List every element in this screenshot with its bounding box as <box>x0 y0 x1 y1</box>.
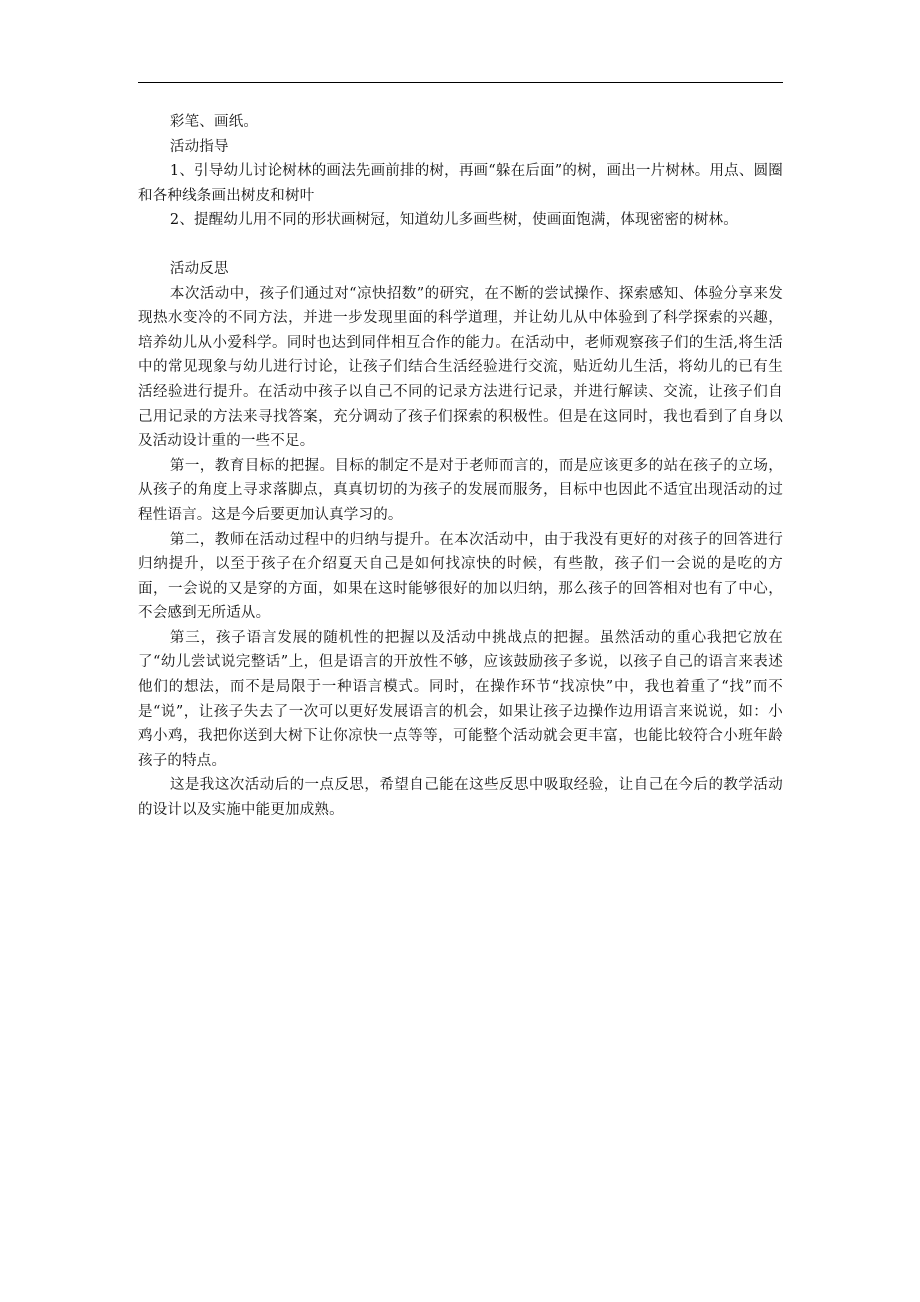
section-spacer <box>138 233 783 257</box>
guidance-item-1: 1、引导幼儿讨论树林的画法先画前排的树，再画“躲在后面”的树，画出一片树林。用点、圆圈和各种线条画出树皮和树叶 <box>138 163 783 204</box>
header-rule <box>138 82 783 83</box>
reflection-paragraph-conclusion: 这是我这次活动后的一点反思，希望自己能在这些反思中吸取经验，让自己在今后的教学活动的设计以及实施中能更加成熟。 <box>138 777 783 819</box>
reflection-paragraph-third: 第三，孩子语言发展的随机性的把握以及活动中挑战点的把握。虽然活动的重心我把它放在了“幼儿尝试说完整话”上，但是语言的开放性不够，应该鼓励孩子多说，以孩子自己的语言来表述他们的想法，而不是局限于一种语言模式。同时，在操作环节“找凉快”中，我也着重了“找”而不是“说”，让孩子失去了一次可以更好发展语言的机会，如果让孩子边操作边用语言来说说，如：小鸡小鸡，我把你送到大树下让你凉快一点等等，可能整个活动就会更丰富，也能比较符合小班年龄孩子的特点。 <box>138 629 783 769</box>
reflection-paragraph-intro: 本次活动中，孩子们通过对“凉快招数”的研究，在不断的尝试操作、探索感知、体验分享来发现热水变冷的不同方法，并进一步发现里面的科学道理，并让幼儿从中体验到了科学探索的兴趣，培养幼儿从小爱科学。同时也达到同伴相互合作的能力。在活动中，老师观察孩子们的生活,将生活中的常见现象与幼儿进行讨论，让孩子们结合生活经验进行交流，贴近幼儿生活，将幼儿的已有生活经验进行提升。在活动中孩子以自己不同的记录方法进行记录，并进行解读、交流，让孩子们自己用记录的方法来寻找答案，充分调动了孩子们探索的积极性。但是在这同时，我也看到了自身以及活动设计重的一些不足。 <box>138 285 783 450</box>
section-heading-activity-reflection: 活动反思 <box>169 260 229 277</box>
section-heading-activity-guidance: 活动指导 <box>169 138 229 155</box>
document-body <box>138 110 783 823</box>
guidance-item-2: 2、提醒幼儿用不同的形状画树冠，知道幼儿多画些树，使画面饱满，体现密密的树林。 <box>169 212 738 229</box>
reflection-paragraph-first: 第一，教育目标的把握。目标的制定不是对于老师而言的，而是应该更多的站在孩子的立场，从孩子的角度上寻求落脚点，真真切切的为孩子的发展而服务，目标中也因此不适宜出现活动的过程性语言。这是今后要更加认真学习的。 <box>138 457 783 523</box>
materials-line: 彩笔、画纸。 <box>169 114 259 130</box>
reflection-paragraph-second: 第二，教师在活动过程中的归纳与提升。在本次活动中，由于我没有更好的对孩子的回答进行归纳提升，以至于孩子在介绍夏天自己是如何找凉快的时候，有些散，孩子们一会说的是吃的方面，一会说的又是穿的方面，如果在这时能够很好的加以归纳，那么孩子的回答相对也有了中心，不会感到无所适从。 <box>138 531 783 622</box>
